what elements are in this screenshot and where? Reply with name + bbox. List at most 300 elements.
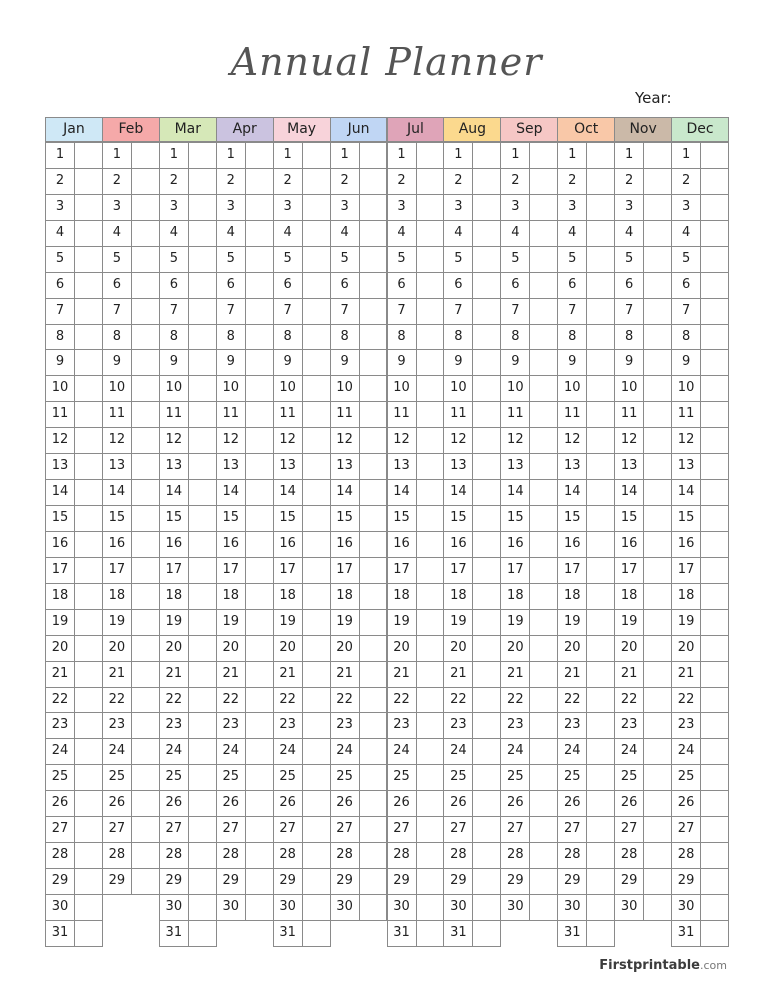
day-note-box[interactable] [700,479,729,506]
day-note-box[interactable] [700,298,729,325]
day-note-box[interactable] [74,324,103,351]
day-note-box[interactable] [586,479,615,506]
day-note-box[interactable] [643,609,672,636]
day-note-box[interactable] [359,531,388,558]
day-note-box[interactable] [359,168,388,195]
day-note-box[interactable] [359,842,388,869]
day-note-box[interactable] [586,894,615,921]
day-note-box[interactable] [529,687,558,714]
day-note-box[interactable] [643,194,672,221]
day-note-box[interactable] [586,194,615,221]
day-note-box[interactable] [643,479,672,506]
day-note-box[interactable] [302,531,331,558]
day-note-box[interactable] [700,246,729,273]
day-note-box[interactable] [188,583,217,610]
day-note-box[interactable] [245,661,274,688]
day-note-box[interactable] [586,349,615,376]
day-note-box[interactable] [188,272,217,299]
day-note-box[interactable] [472,661,501,688]
day-note-box[interactable] [472,375,501,402]
day-note-box[interactable] [643,790,672,817]
day-note-box[interactable] [416,712,445,739]
day-note-box[interactable] [359,453,388,480]
day-note-box[interactable] [586,635,615,662]
day-note-box[interactable] [245,531,274,558]
day-note-box[interactable] [472,894,501,921]
day-note-box[interactable] [74,583,103,610]
day-note-box[interactable] [188,220,217,247]
day-note-box[interactable] [472,557,501,584]
day-note-box[interactable] [74,505,103,532]
day-note-box[interactable] [700,401,729,428]
day-note-box[interactable] [131,557,160,584]
day-note-box[interactable] [472,220,501,247]
day-note-box[interactable] [586,272,615,299]
day-note-box[interactable] [245,894,274,921]
day-note-box[interactable] [131,220,160,247]
day-note-box[interactable] [529,609,558,636]
day-note-box[interactable] [586,375,615,402]
day-note-box[interactable] [188,505,217,532]
day-note-box[interactable] [643,712,672,739]
day-note-box[interactable] [74,609,103,636]
day-note-box[interactable] [416,764,445,791]
day-note-box[interactable] [529,220,558,247]
day-note-box[interactable] [700,764,729,791]
day-note-box[interactable] [359,764,388,791]
day-note-box[interactable] [700,324,729,351]
day-note-box[interactable] [643,661,672,688]
day-note-box[interactable] [529,764,558,791]
day-note-box[interactable] [416,427,445,454]
day-note-box[interactable] [529,194,558,221]
day-note-box[interactable] [74,298,103,325]
day-note-box[interactable] [131,712,160,739]
day-note-box[interactable] [700,609,729,636]
day-note-box[interactable] [472,738,501,765]
day-note-box[interactable] [245,453,274,480]
day-note-box[interactable] [302,324,331,351]
day-note-box[interactable] [643,557,672,584]
day-note-box[interactable] [131,609,160,636]
day-note-box[interactable] [302,764,331,791]
day-note-box[interactable] [529,738,558,765]
day-note-box[interactable] [472,298,501,325]
day-note-box[interactable] [131,505,160,532]
day-note-box[interactable] [529,842,558,869]
day-note-box[interactable] [586,609,615,636]
day-note-box[interactable] [359,324,388,351]
day-note-box[interactable] [245,687,274,714]
day-note-box[interactable] [131,401,160,428]
day-note-box[interactable] [643,635,672,662]
day-note-box[interactable] [188,738,217,765]
day-note-box[interactable] [359,349,388,376]
day-note-box[interactable] [643,738,672,765]
day-note-box[interactable] [74,427,103,454]
day-note-box[interactable] [586,842,615,869]
day-note-box[interactable] [472,453,501,480]
day-note-box[interactable] [359,790,388,817]
day-note-box[interactable] [188,142,217,169]
day-note-box[interactable] [472,427,501,454]
day-note-box[interactable] [416,453,445,480]
day-note-box[interactable] [700,531,729,558]
day-note-box[interactable] [302,401,331,428]
day-note-box[interactable] [359,401,388,428]
day-note-box[interactable] [416,401,445,428]
day-note-box[interactable] [302,505,331,532]
day-note-box[interactable] [700,842,729,869]
day-note-box[interactable] [359,375,388,402]
day-note-box[interactable] [416,142,445,169]
day-note-box[interactable] [643,842,672,869]
day-note-box[interactable] [359,687,388,714]
day-note-box[interactable] [700,349,729,376]
day-note-box[interactable] [131,272,160,299]
day-note-box[interactable] [586,142,615,169]
day-note-box[interactable] [188,661,217,688]
day-note-box[interactable] [529,324,558,351]
day-note-box[interactable] [529,479,558,506]
day-note-box[interactable] [586,790,615,817]
day-note-box[interactable] [188,246,217,273]
day-note-box[interactable] [529,868,558,895]
day-note-box[interactable] [416,661,445,688]
day-note-box[interactable] [643,272,672,299]
day-note-box[interactable] [586,764,615,791]
day-note-box[interactable] [131,738,160,765]
day-note-box[interactable] [643,505,672,532]
day-note-box[interactable] [245,272,274,299]
day-note-box[interactable] [188,479,217,506]
day-note-box[interactable] [643,298,672,325]
day-note-box[interactable] [359,298,388,325]
day-note-box[interactable] [472,842,501,869]
day-note-box[interactable] [131,868,160,895]
day-note-box[interactable] [131,168,160,195]
day-note-box[interactable] [131,790,160,817]
day-note-box[interactable] [529,661,558,688]
day-note-box[interactable] [643,375,672,402]
day-note-box[interactable] [131,194,160,221]
day-note-box[interactable] [74,272,103,299]
day-note-box[interactable] [529,168,558,195]
day-note-box[interactable] [359,220,388,247]
day-note-box[interactable] [416,687,445,714]
day-note-box[interactable] [245,738,274,765]
day-note-box[interactable] [643,687,672,714]
day-note-box[interactable] [359,479,388,506]
day-note-box[interactable] [359,427,388,454]
day-note-box[interactable] [416,168,445,195]
day-note-box[interactable] [245,298,274,325]
day-note-box[interactable] [302,375,331,402]
day-note-box[interactable] [302,453,331,480]
day-note-box[interactable] [359,738,388,765]
day-note-box[interactable] [700,738,729,765]
day-note-box[interactable] [131,298,160,325]
day-note-box[interactable] [188,324,217,351]
day-note-box[interactable] [643,246,672,273]
day-note-box[interactable] [643,220,672,247]
day-note-box[interactable] [302,168,331,195]
day-note-box[interactable] [245,816,274,843]
day-note-box[interactable] [529,427,558,454]
day-note-box[interactable] [472,194,501,221]
day-note-box[interactable] [700,427,729,454]
day-note-box[interactable] [74,790,103,817]
day-note-box[interactable] [131,583,160,610]
day-note-box[interactable] [188,349,217,376]
day-note-box[interactable] [472,764,501,791]
day-note-box[interactable] [472,246,501,273]
day-note-box[interactable] [131,479,160,506]
day-note-box[interactable] [700,635,729,662]
day-note-box[interactable] [643,764,672,791]
day-note-box[interactable] [643,324,672,351]
day-note-box[interactable] [245,246,274,273]
day-note-box[interactable] [472,816,501,843]
day-note-box[interactable] [131,246,160,273]
day-note-box[interactable] [472,479,501,506]
day-note-box[interactable] [188,375,217,402]
day-note-box[interactable] [700,868,729,895]
day-note-box[interactable] [302,298,331,325]
day-note-box[interactable] [700,557,729,584]
day-note-box[interactable] [586,324,615,351]
day-note-box[interactable] [131,531,160,558]
day-note-box[interactable] [245,712,274,739]
day-note-box[interactable] [245,349,274,376]
day-note-box[interactable] [74,764,103,791]
day-note-box[interactable] [74,401,103,428]
day-note-box[interactable] [74,375,103,402]
day-note-box[interactable] [529,816,558,843]
day-note-box[interactable] [643,583,672,610]
day-note-box[interactable] [416,505,445,532]
day-note-box[interactable] [416,298,445,325]
day-note-box[interactable] [302,479,331,506]
day-note-box[interactable] [472,920,501,947]
day-note-box[interactable] [416,894,445,921]
day-note-box[interactable] [359,609,388,636]
day-note-box[interactable] [643,427,672,454]
day-note-box[interactable] [643,453,672,480]
day-note-box[interactable] [416,531,445,558]
day-note-box[interactable] [359,868,388,895]
day-note-box[interactable] [131,687,160,714]
day-note-box[interactable] [529,272,558,299]
day-note-box[interactable] [529,246,558,273]
day-note-box[interactable] [302,842,331,869]
day-note-box[interactable] [302,868,331,895]
day-note-box[interactable] [416,609,445,636]
day-note-box[interactable] [586,738,615,765]
day-note-box[interactable] [302,246,331,273]
day-note-box[interactable] [586,868,615,895]
day-note-box[interactable] [131,349,160,376]
day-note-box[interactable] [302,609,331,636]
day-note-box[interactable] [74,479,103,506]
day-note-box[interactable] [586,557,615,584]
day-note-box[interactable] [302,583,331,610]
day-note-box[interactable] [586,246,615,273]
day-note-box[interactable] [359,816,388,843]
day-note-box[interactable] [472,531,501,558]
day-note-box[interactable] [472,868,501,895]
day-note-box[interactable] [700,220,729,247]
day-note-box[interactable] [359,505,388,532]
day-note-box[interactable] [416,790,445,817]
day-note-box[interactable] [700,142,729,169]
day-note-box[interactable] [74,142,103,169]
day-note-box[interactable] [188,531,217,558]
day-note-box[interactable] [416,194,445,221]
day-note-box[interactable] [245,479,274,506]
day-note-box[interactable] [74,868,103,895]
day-note-box[interactable] [416,635,445,662]
day-note-box[interactable] [131,142,160,169]
day-note-box[interactable] [472,324,501,351]
day-note-box[interactable] [643,142,672,169]
day-note-box[interactable] [188,453,217,480]
day-note-box[interactable] [302,920,331,947]
day-note-box[interactable] [131,816,160,843]
day-note-box[interactable] [245,609,274,636]
day-note-box[interactable] [416,246,445,273]
day-note-box[interactable] [302,427,331,454]
day-note-box[interactable] [586,453,615,480]
day-note-box[interactable] [700,168,729,195]
day-note-box[interactable] [586,687,615,714]
day-note-box[interactable] [472,272,501,299]
day-note-box[interactable] [529,894,558,921]
day-note-box[interactable] [472,349,501,376]
day-note-box[interactable] [131,661,160,688]
day-note-box[interactable] [302,220,331,247]
day-note-box[interactable] [529,349,558,376]
day-note-box[interactable] [131,635,160,662]
day-note-box[interactable] [188,894,217,921]
day-note-box[interactable] [359,142,388,169]
day-note-box[interactable] [131,375,160,402]
day-note-box[interactable] [416,220,445,247]
day-note-box[interactable] [245,790,274,817]
day-note-box[interactable] [188,687,217,714]
day-note-box[interactable] [700,505,729,532]
day-note-box[interactable] [245,220,274,247]
day-note-box[interactable] [74,635,103,662]
day-note-box[interactable] [245,764,274,791]
day-note-box[interactable] [700,272,729,299]
day-note-box[interactable] [302,661,331,688]
day-note-box[interactable] [529,790,558,817]
day-note-box[interactable] [416,842,445,869]
day-note-box[interactable] [643,868,672,895]
day-note-box[interactable] [529,453,558,480]
day-note-box[interactable] [472,790,501,817]
day-note-box[interactable] [131,842,160,869]
day-note-box[interactable] [302,272,331,299]
day-note-box[interactable] [359,194,388,221]
day-note-box[interactable] [700,712,729,739]
day-note-box[interactable] [529,375,558,402]
day-note-box[interactable] [359,661,388,688]
day-note-box[interactable] [245,583,274,610]
day-note-box[interactable] [416,816,445,843]
day-note-box[interactable] [586,920,615,947]
day-note-box[interactable] [245,324,274,351]
day-note-box[interactable] [302,142,331,169]
day-note-box[interactable] [245,194,274,221]
day-note-box[interactable] [529,505,558,532]
day-note-box[interactable] [529,401,558,428]
day-note-box[interactable] [359,272,388,299]
day-note-box[interactable] [472,505,501,532]
day-note-box[interactable] [359,246,388,273]
day-note-box[interactable] [74,894,103,921]
day-note-box[interactable] [700,816,729,843]
day-note-box[interactable] [302,687,331,714]
day-note-box[interactable] [700,453,729,480]
day-note-box[interactable] [529,557,558,584]
day-note-box[interactable] [188,168,217,195]
day-note-box[interactable] [188,427,217,454]
day-note-box[interactable] [586,427,615,454]
day-note-box[interactable] [416,738,445,765]
day-note-box[interactable] [245,842,274,869]
day-note-box[interactable] [472,583,501,610]
day-note-box[interactable] [472,635,501,662]
day-note-box[interactable] [359,894,388,921]
day-note-box[interactable] [188,842,217,869]
day-note-box[interactable] [416,583,445,610]
day-note-box[interactable] [188,790,217,817]
day-note-box[interactable] [302,894,331,921]
day-note-box[interactable] [74,661,103,688]
day-note-box[interactable] [74,194,103,221]
day-note-box[interactable] [131,427,160,454]
day-note-box[interactable] [529,583,558,610]
day-note-box[interactable] [529,712,558,739]
day-note-box[interactable] [359,557,388,584]
day-note-box[interactable] [245,142,274,169]
day-note-box[interactable] [74,220,103,247]
day-note-box[interactable] [472,712,501,739]
day-note-box[interactable] [74,842,103,869]
day-note-box[interactable] [586,531,615,558]
day-note-box[interactable] [74,687,103,714]
day-note-box[interactable] [245,505,274,532]
day-note-box[interactable] [416,272,445,299]
day-note-box[interactable] [188,712,217,739]
day-note-box[interactable] [416,375,445,402]
day-note-box[interactable] [74,920,103,947]
day-note-box[interactable] [529,635,558,662]
day-note-box[interactable] [586,583,615,610]
day-note-box[interactable] [416,479,445,506]
day-note-box[interactable] [700,583,729,610]
day-note-box[interactable] [586,661,615,688]
day-note-box[interactable] [74,738,103,765]
day-note-box[interactable] [700,194,729,221]
day-note-box[interactable] [586,505,615,532]
day-note-box[interactable] [472,142,501,169]
day-note-box[interactable] [643,816,672,843]
day-note-box[interactable] [643,168,672,195]
day-note-box[interactable] [700,790,729,817]
